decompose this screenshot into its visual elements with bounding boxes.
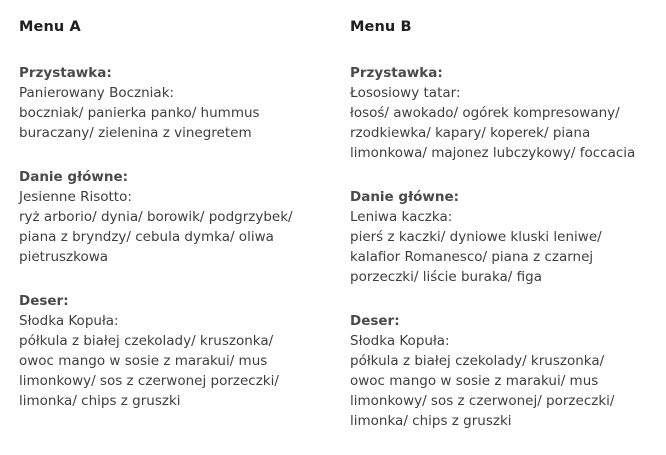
dish-ingredients-line: piana z bryndzy/ cebula dymka/ oliwa [19, 229, 274, 245]
course-heading: Przystawka: [350, 65, 443, 81]
menu-b-course-dessert [350, 311, 614, 431]
menu-b-course-starter [350, 63, 635, 163]
course-heading: Przystawka: [19, 65, 112, 81]
dish-ingredients-line: boczniak/ panierka panko/ hummus [19, 105, 260, 121]
dish-name: Słodka Kopuła: [19, 313, 119, 329]
course-heading: Deser: [19, 293, 69, 309]
dish-name: Panierowany Boczniak: [19, 85, 175, 101]
dish-ingredients-line: owoc mango w sosie z marakui/ mus [350, 373, 599, 389]
dish-ingredients-line: pierś z kaczki/ dyniowe kluski leniwe/ [350, 229, 602, 245]
dish-ingredients-line: limonka/ chips z gruszki [350, 413, 512, 429]
dish-ingredients-line: porzeczki/ liście buraka/ figa [350, 269, 542, 285]
dish-ingredients-line: półkula z białej czekolady/ kruszonka/ [350, 353, 605, 369]
dish-ingredients-line: limonkowy/ sos z czerwonej porzeczki/ [19, 373, 279, 389]
dish-ingredients-line: limonka/ chips z gruszki [19, 393, 181, 409]
dish-ingredients-line: limonkowy/ sos z czerwonej/ porzeczki/ [350, 393, 615, 409]
dish-ingredients-line: owoc mango w sosie z marakui/ mus [19, 353, 268, 369]
dish-ingredients-line: buraczany/ zielenina z vinegretem [19, 125, 252, 141]
dish-ingredients-line: łosoś/ awokado/ ogórek kompresowany/ [350, 105, 620, 121]
dish-name: Leniwa kaczka: [350, 209, 453, 225]
dish-name: Słodka Kopuła: [350, 333, 450, 349]
menu-a-course-dessert [19, 291, 279, 411]
menu-b-title: Menu B [350, 19, 412, 35]
menu-a-title: Menu A [19, 19, 81, 35]
course-heading: Danie główne: [19, 169, 128, 185]
dish-ingredients-line: kalafior Romanesco/ piana z czarnej [350, 249, 594, 265]
menu-a-course-main [19, 167, 293, 267]
dish-ingredients-line: pietruszkowa [19, 249, 109, 265]
course-heading: Danie główne: [350, 189, 459, 205]
dish-ingredients-line: rzodkiewka/ kapary/ koperek/ piana [350, 125, 591, 141]
dish-ingredients-line: ryż arborio/ dynia/ borowik/ podgrzybek/ [19, 209, 293, 225]
dish-ingredients-line: półkula z białej czekolady/ kruszonka/ [19, 333, 274, 349]
course-heading: Deser: [350, 313, 400, 329]
dish-ingredients-line: limonkowa/ majonez lubczykowy/ foccacia [350, 145, 636, 161]
menu-b-course-main [350, 187, 602, 287]
dish-name: Jesienne Risotto: [19, 189, 132, 205]
menu-a-course-starter [19, 63, 260, 143]
dish-name: Łososiowy tatar: [350, 85, 461, 101]
